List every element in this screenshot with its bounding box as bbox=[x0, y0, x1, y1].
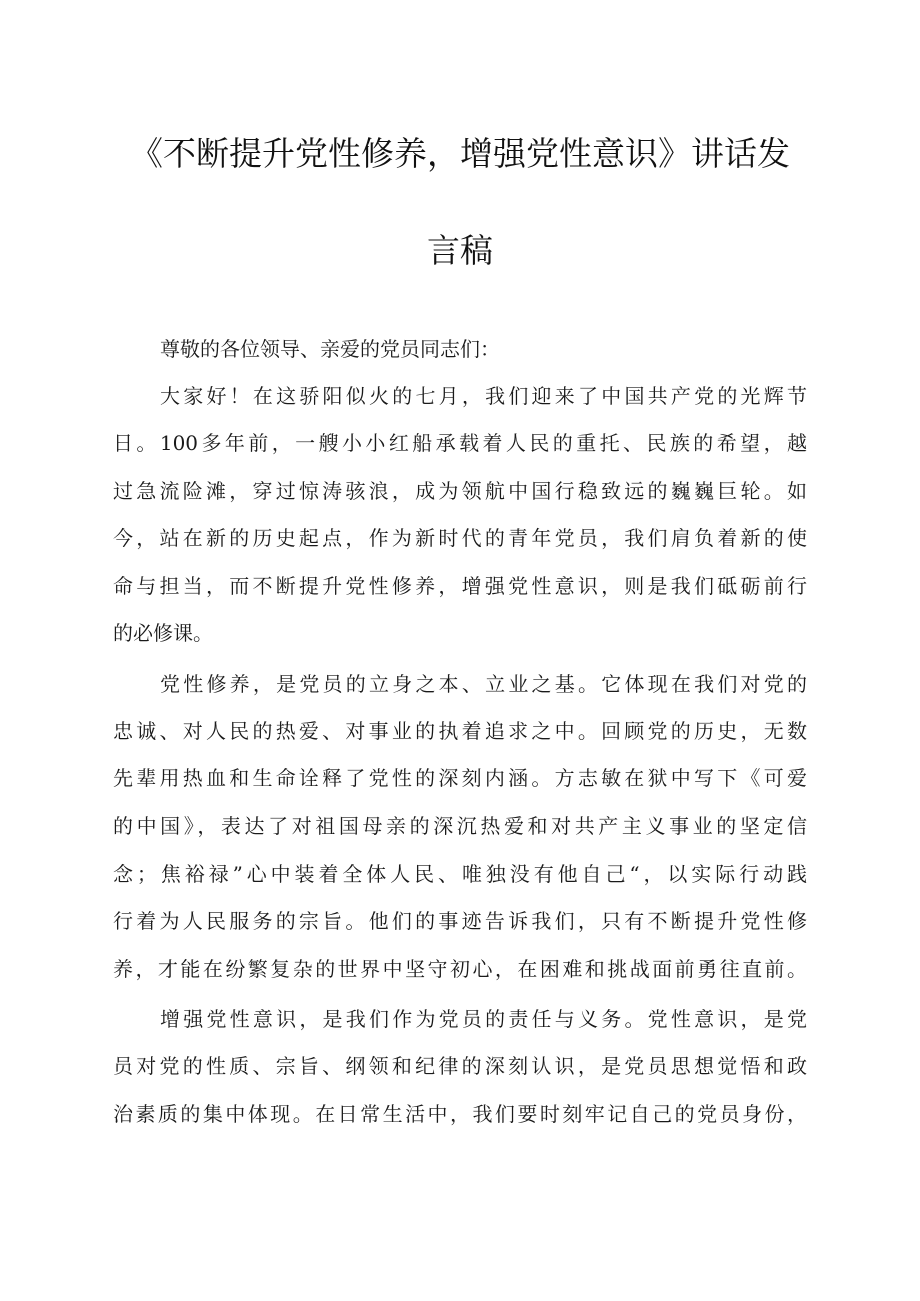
body-line: 治素质的集中体现。在日常生活中，我们要时刻牢记自己的党员身份， bbox=[113, 1102, 807, 1126]
body-line: 养，才能在纷繁复杂的世界中坚守初心，在困难和挑战面前勇往直前。 bbox=[113, 957, 807, 981]
body-line: 过急流险滩，穿过惊涛骇浪，成为领航中国行稳致远的巍巍巨轮。如 bbox=[113, 479, 807, 503]
document-title-line-1: 《不断提升党性修养，增强党性意识》讲话发 bbox=[130, 134, 790, 173]
body-line: 的中国》，表达了对祖国母亲的深沉热爱和对共产主义事业的坚定信 bbox=[113, 814, 807, 838]
body-line: 念；焦裕禄”心中装着全体人民、唯独没有他自己“，以实际行动践 bbox=[113, 862, 807, 886]
document-title-line-2: 言稿 bbox=[427, 231, 493, 270]
body-line: 的必修课。 bbox=[113, 621, 213, 645]
body-line: 今，站在新的历史起点，作为新时代的青年党员，我们肩负着新的使 bbox=[113, 526, 807, 550]
body-line: 党性修养，是党员的立身之本、立业之基。它体现在我们对党的 bbox=[160, 672, 807, 696]
body-line: 员对党的性质、宗旨、纲领和纪律的深刻认识，是党员思想觉悟和政 bbox=[113, 1054, 807, 1078]
salutation: 尊敬的各位领导、亲爱的党员同志们： bbox=[160, 337, 500, 361]
body-line: 忠诚、对人民的热爱、对事业的执着追求之中。回顾党的历史，无数 bbox=[113, 719, 807, 743]
body-line: 行着为人民服务的宗旨。他们的事迹告诉我们，只有不断提升党性修 bbox=[113, 909, 807, 933]
body-line: 增强党性意识，是我们作为党员的责任与义务。党性意识，是党 bbox=[160, 1007, 807, 1031]
body-line: 日。100多年前，一艘小小红船承载着人民的重托、民族的希望，越 bbox=[113, 431, 807, 455]
body-line: 大家好！在这骄阳似火的七月，我们迎来了中国共产党的光辉节 bbox=[160, 384, 807, 408]
body-line: 先辈用热血和生命诠释了党性的深刻内涵。方志敏在狱中写下《可爱 bbox=[113, 766, 807, 790]
body-line: 命与担当，而不断提升党性修养，增强党性意识，则是我们砥砺前行 bbox=[113, 574, 807, 598]
